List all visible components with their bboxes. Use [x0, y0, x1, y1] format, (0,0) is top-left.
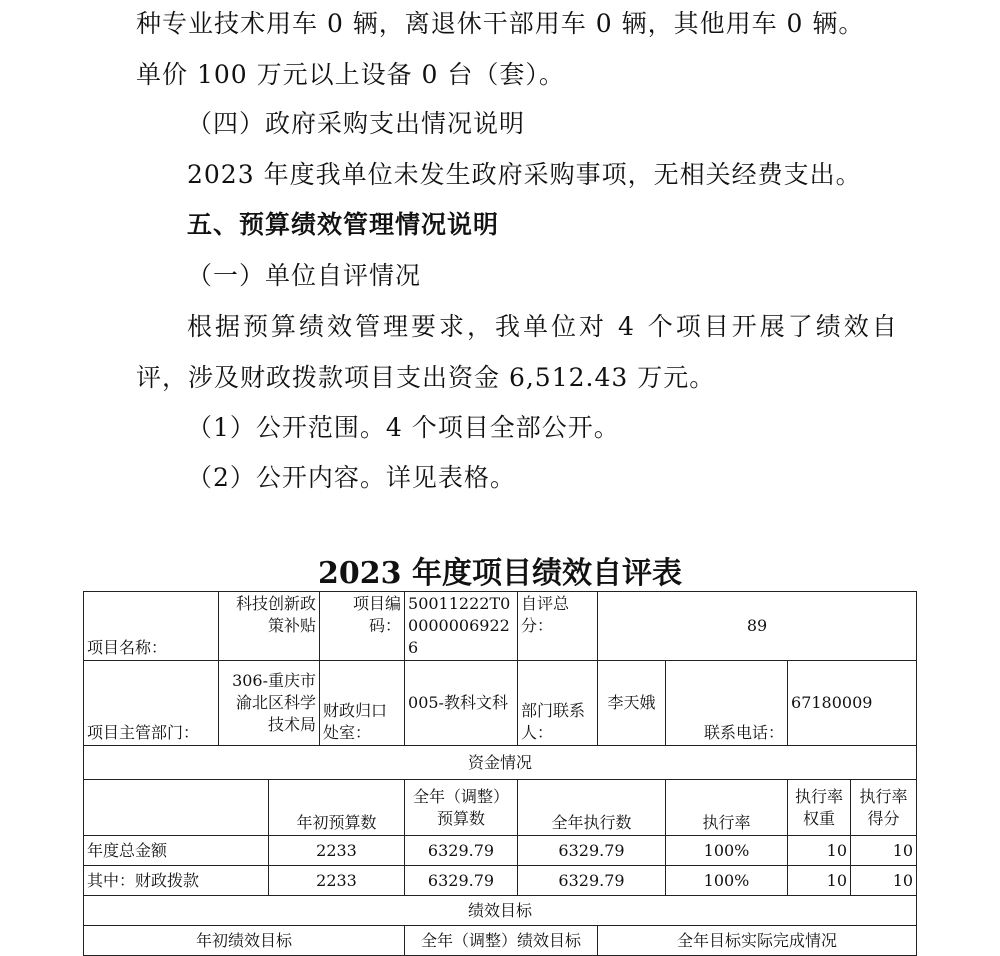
- col-executed: 全年执行数: [518, 780, 666, 836]
- adjusted-budget: 6329.79: [405, 866, 518, 896]
- executed-amount: 6329.79: [518, 836, 666, 866]
- paragraph-vehicles: 种专业技术用车 0 辆，离退休干部用车 0 辆，其他用车 0 辆。: [136, 9, 865, 38]
- project-name: 科技创新政策补贴: [219, 592, 320, 661]
- performance-table: [83, 591, 917, 956]
- project-name-label: 项目名称：: [84, 592, 219, 661]
- paragraph-scope: （1）公开范围。4 个项目全部公开。: [187, 413, 620, 442]
- funds-corner-cell: [84, 780, 269, 836]
- col-rate-weight: 执行率权重: [788, 780, 851, 836]
- project-code: 50011222T000000069226: [405, 592, 518, 661]
- contact-person: 李天娥: [598, 661, 666, 746]
- paragraph-content: （2）公开内容。详见表格。: [187, 463, 516, 492]
- rate-score: 10: [851, 836, 917, 866]
- goal-initial-header: 年初绩效目标: [84, 926, 405, 956]
- table-title: 2023 年度项目绩效自评表: [318, 556, 682, 591]
- phone: 67180009: [788, 661, 917, 746]
- col-initial-budget: 年初预算数: [269, 780, 405, 836]
- paragraph-evaluation-line1: 根据预算绩效管理要求，我单位对 4 个项目开展了绩效自: [187, 312, 900, 341]
- initial-budget: 2233: [269, 866, 405, 896]
- execution-rate: 100%: [666, 866, 788, 896]
- col-execution-rate: 执行率: [666, 780, 788, 836]
- goal-actual-header: 全年目标实际完成情况: [598, 926, 917, 956]
- row-label: 年度总金额: [84, 836, 269, 866]
- table-row: [84, 866, 917, 896]
- office: 005-教科文科: [405, 661, 518, 746]
- goals-header: 绩效目标: [84, 896, 917, 926]
- heading-gov-procurement: （四）政府采购支出情况说明: [187, 109, 526, 138]
- paragraph-procurement: 2023 年度我单位未发生政府采购事项，无相关经费支出。: [187, 160, 862, 189]
- rate-weight: 10: [788, 866, 851, 896]
- funds-header: 资金情况: [84, 746, 917, 780]
- col-rate-score: 执行率得分: [851, 780, 917, 836]
- heading-self-evaluation: （一）单位自评情况: [187, 261, 422, 290]
- heading-section-5: 五、预算绩效管理情况说明: [187, 210, 500, 239]
- row-label: 其中：财政拨款: [84, 866, 269, 896]
- goal-adjusted-header: 全年（调整）绩效目标: [405, 926, 598, 956]
- col-adjusted-budget: 全年（调整）预算数: [405, 780, 518, 836]
- self-evaluation-score: 89: [598, 592, 917, 661]
- executed-amount: 6329.79: [518, 866, 666, 896]
- table-row: [84, 836, 917, 866]
- code-label: 项目编码：: [320, 592, 405, 661]
- execution-rate: 100%: [666, 836, 788, 866]
- paragraph-equipment: 单价 100 万元以上设备 0 台（套）。: [136, 60, 565, 89]
- adjusted-budget: 6329.79: [405, 836, 518, 866]
- department: 306-重庆市渝北区科学技术局: [219, 661, 320, 746]
- dept-label: 项目主管部门：: [84, 661, 219, 746]
- initial-budget: 2233: [269, 836, 405, 866]
- rate-weight: 10: [788, 836, 851, 866]
- office-label: 财政归口处室：: [320, 661, 405, 746]
- contact-label: 部门联系人：: [518, 661, 598, 746]
- phone-label: 联系电话：: [666, 661, 788, 746]
- score-label: 自评总分：: [518, 592, 598, 661]
- paragraph-evaluation-line2: 评，涉及财政拨款项目支出资金 6,512.43 万元。: [136, 363, 716, 392]
- rate-score: 10: [851, 866, 917, 896]
